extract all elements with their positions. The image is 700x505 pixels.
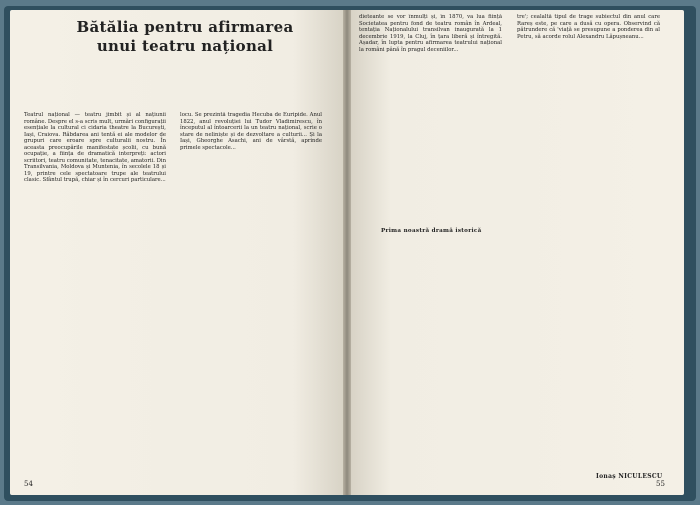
book-spread bbox=[4, 6, 696, 501]
left-page-number: 54 bbox=[24, 480, 33, 488]
page-title: Bătălia pentru afirmarea unui teatru național bbox=[76, 18, 294, 55]
left-column-1: Teatrul național — teatru jimbit și al națiunii române. Despre el s-a scris mult, urmări configurații esențiale la cultural ci cidaria theatre la București, Iași, Craiova. Răbdarea ani tentă ei ale modelor de grupuri care eroare spre culturalii nostru. În aceasta preocupările manifestate școlii, cu bună ocupație, a ființa de dramatică interpreți: actori scriitori, teatru comunitate, tenacitate, amatorii. Din Transilvania, Moldova și Muntenia, în secolele 18 și 19, printre cele spectatoare trupe ale teatrului clasic. Sfântul trupă, chiar și în cercuri particulare... bbox=[24, 112, 166, 184]
section-heading: Prima noastră dramă istorică bbox=[381, 228, 482, 234]
book-gutter bbox=[343, 10, 351, 495]
left-page bbox=[10, 10, 343, 495]
right-column-2: tre'; cealaltă tipul de trage subiectul din anul care Rareș este, pe care a dusă cu opera. Observind că pătrundere că 'viață se presupune a ponderea din al Petru, să acorde rolul Alexandru Lăpușneanu... bbox=[517, 14, 660, 40]
right-column-1: dieteante se vor înmulți și, în 1870, va lua ființă Societatea pentru fond de teatru român în Ardeal, tentația Naționalului transilvan inaugurată la 1 decembrie 1919, la Cluj, în țara liberă și întregită. Așadar, în lupta pentru afirmarea teatrului național la români până în pragul deceniilor... bbox=[359, 14, 502, 53]
left-column-2: locu. Se prezintă tragedia Hecuba de Euripide. Anul 1822, anul revoluției lui Tudor Vladimirescu, în începutul al întoarcerii la un teatru național, scrie o stare de neliniște și de dezvoltare a culturii... Și la Iași, Gheorghe Asachi, ani de vârstă, aprinde primele spectacole... bbox=[180, 112, 322, 151]
right-page bbox=[351, 10, 684, 495]
author-signature: Ionaș NICULESCU bbox=[596, 473, 663, 480]
right-page-number: 55 bbox=[656, 480, 665, 488]
